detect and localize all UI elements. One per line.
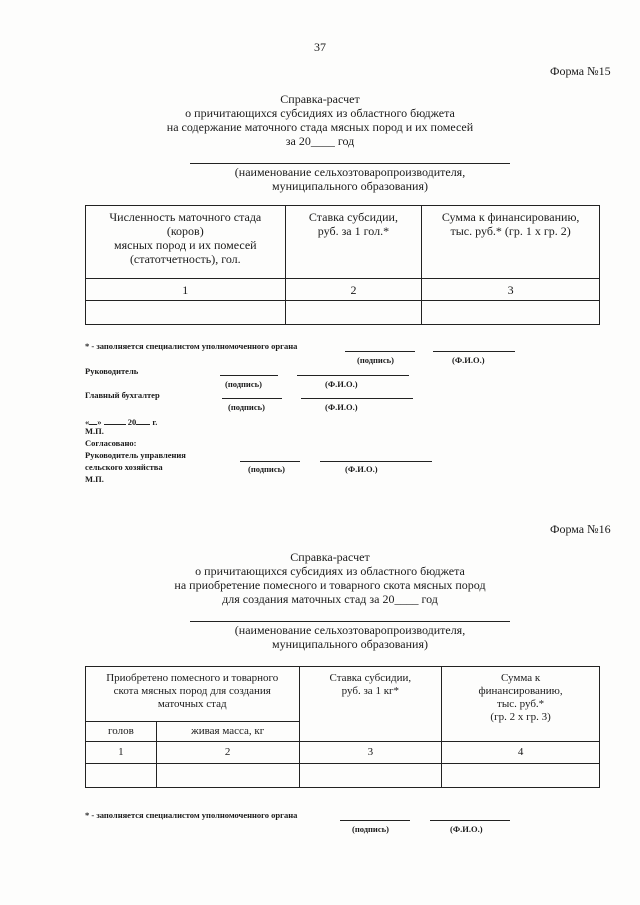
header-text: скота мясных пород для создания	[113, 685, 271, 697]
title-line: Справка-расчет	[290, 550, 370, 564]
header-text: Сумма к финансированию,	[441, 210, 580, 224]
form-15-label: Форма №15	[550, 64, 611, 78]
header-text: тыс. руб.* (гр. 1 х гр. 2)	[450, 224, 571, 238]
header-live-weight: живая масса, кг	[156, 722, 299, 742]
signature-caption: (подпись)	[225, 379, 262, 389]
header-text: финансированию,	[478, 685, 563, 697]
fio-caption: (Ф.И.О.)	[325, 402, 358, 412]
table-header-row	[86, 667, 600, 722]
table-number-row	[86, 742, 600, 764]
table-row	[86, 764, 600, 788]
form-15-title	[150, 92, 490, 148]
header-text: (коров)	[166, 224, 204, 238]
title-line: о причитающихся субсидиях из областного бюджета	[195, 564, 465, 578]
table-cell[interactable]	[285, 301, 422, 325]
caption-line: муниципального образования)	[272, 637, 428, 651]
agriculture-head-label-2: сельского хозяйства	[85, 462, 163, 472]
signature-caption: (подпись)	[352, 824, 389, 834]
form-16-title	[150, 550, 510, 606]
fio-caption: (Ф.И.О.)	[452, 355, 485, 365]
caption-line: муниципального образования)	[272, 179, 428, 193]
date-year: 20	[127, 417, 137, 427]
column-number: 2	[285, 279, 422, 301]
table-cell[interactable]	[422, 301, 600, 325]
header-heads: голов	[86, 722, 157, 742]
stamp-label: М.П.	[85, 426, 104, 436]
organization-name-line	[190, 163, 510, 164]
agriculture-fio-line	[320, 461, 432, 462]
header-text: Сумма к	[500, 672, 541, 684]
header-text: мясных пород и их помесей	[114, 238, 257, 252]
organization-caption	[190, 623, 510, 651]
header-financing-sum	[442, 667, 600, 742]
signature-caption: (подпись)	[228, 402, 265, 412]
header-financing-sum	[422, 206, 600, 279]
fio-caption: (Ф.И.О.)	[325, 379, 358, 389]
header-subsidy-rate	[285, 206, 422, 279]
organization-caption	[190, 165, 510, 193]
title-line: Справка-расчет	[280, 92, 360, 106]
title-line: за 20____ год	[285, 134, 355, 148]
accountant-fio-line	[301, 398, 413, 399]
agriculture-head-label-1: Руководитель управления	[85, 450, 186, 460]
month-blank[interactable]	[104, 414, 126, 425]
title-line: о причитающихся субсидиях из областного бюджета	[185, 106, 455, 120]
header-text: Численность маточного стада	[109, 210, 262, 224]
header-text: (гр. 2 х гр. 3)	[490, 711, 551, 723]
column-number: 1	[86, 279, 286, 301]
caption-line: (наименование сельхозтоваропроизводителя,	[234, 165, 466, 179]
agriculture-signature-line	[240, 461, 300, 462]
form-15-footnote: * - заполняется специалистом уполномоченного органа	[85, 341, 298, 351]
table-cell[interactable]	[299, 764, 442, 788]
header-text: руб. за 1 кг*	[341, 685, 400, 697]
header-subsidy-rate	[299, 667, 442, 742]
date-quote: »	[97, 417, 102, 427]
form-16-table	[85, 666, 600, 788]
column-number: 4	[442, 742, 600, 764]
column-number: 2	[156, 742, 299, 764]
header-text: маточных стад	[157, 698, 227, 710]
chief-accountant-label: Главный бухгалтер	[85, 390, 160, 400]
header-text: (статотчетность), гол.	[129, 252, 241, 266]
date-suffix: г.	[152, 417, 158, 427]
header-text: Ставка субсидии,	[329, 672, 412, 684]
stamp-label: М.П.	[85, 474, 104, 484]
fio-line	[430, 820, 510, 821]
caption-line: (наименование сельхозтоваропроизводителя,	[234, 623, 466, 637]
title-line: на содержание маточного стада мясных пород и их помесей	[166, 120, 474, 134]
table-cell[interactable]	[86, 301, 286, 325]
form-16-footnote: * - заполняется специалистом уполномоченного органа	[85, 810, 298, 820]
signature-caption: (подпись)	[248, 464, 285, 474]
title-line: для создания маточных стад за 20____ год	[222, 592, 438, 606]
head-fio-line	[297, 375, 409, 376]
head-label: Руководитель	[85, 366, 139, 376]
header-text: руб. за 1 гол.*	[317, 224, 390, 238]
head-signature-line	[220, 375, 278, 376]
header-text: Ставка субсидии,	[308, 210, 398, 224]
table-cell[interactable]	[156, 764, 299, 788]
signature-caption: (подпись)	[357, 355, 394, 365]
table-header-row	[86, 206, 600, 279]
fio-caption: (Ф.И.О.)	[450, 824, 483, 834]
header-purchased	[86, 667, 300, 722]
fio-line	[433, 351, 515, 352]
column-number: 3	[299, 742, 442, 764]
signature-line	[345, 351, 415, 352]
table-row	[86, 301, 600, 325]
accountant-signature-line	[222, 398, 282, 399]
year-blank[interactable]	[136, 414, 150, 425]
header-text: тыс. руб.*	[497, 698, 545, 710]
header-herd-count	[86, 206, 286, 279]
table-cell[interactable]	[86, 764, 157, 788]
form-15-table	[85, 205, 600, 325]
column-number: 1	[86, 742, 157, 764]
title-line: на приобретение помесного и товарного скота мясных пород	[174, 578, 486, 592]
fio-caption: (Ф.И.О.)	[345, 464, 378, 474]
form-16-label: Форма №16	[550, 522, 611, 536]
organization-name-line	[190, 621, 510, 622]
date-quote: «	[85, 417, 90, 427]
approved-label: Согласовано:	[85, 438, 137, 448]
signature-line	[340, 820, 410, 821]
page-number: 37	[314, 40, 326, 54]
table-cell[interactable]	[442, 764, 600, 788]
header-text: Приобретено помесного и товарного	[106, 672, 279, 684]
table-number-row	[86, 279, 600, 301]
column-number: 3	[422, 279, 600, 301]
